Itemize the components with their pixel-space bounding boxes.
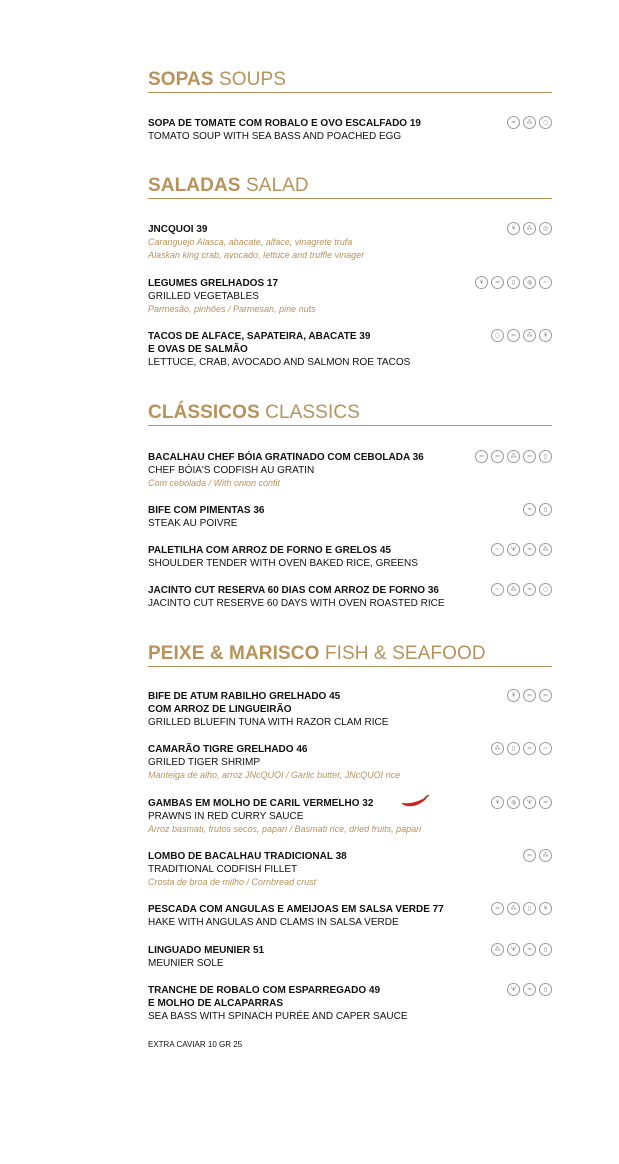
- sulphite-allergen-icon: ~: [539, 276, 552, 289]
- allergen-icons: [491, 543, 552, 556]
- item-name-en: HAKE WITH ANGULAS AND CLAMS IN SALSA VERDE: [148, 917, 399, 928]
- menu-item: [148, 277, 552, 316]
- crustacean-allergen-icon: ¥: [475, 276, 488, 289]
- egg-allergen-icon: ○: [491, 329, 504, 342]
- item-name-pt: TACOS DE ALFACE, SAPATEIRA, ABACATE 39: [148, 331, 371, 342]
- section-title-pt: SOPAS: [148, 69, 214, 90]
- section-classics: [148, 403, 552, 426]
- section-title-en: SOUPS: [219, 69, 287, 90]
- item-note: Com cebolada / With onion confit: [148, 478, 280, 488]
- item-name-en: SEA BASS WITH SPINACH PURÉE AND CAPER SAUCE: [148, 1011, 408, 1022]
- allergen-icons: [523, 849, 552, 862]
- milk-allergen-icon: ▯: [507, 742, 520, 755]
- section-title-pt: CLÁSSICOS: [148, 402, 260, 423]
- item-name-pt: LEGUMES GRELHADOS 17: [148, 278, 279, 289]
- egg-allergen-icon: ○: [539, 116, 552, 129]
- item-name-pt-line2: E OVAS DE SALMÃO: [148, 344, 248, 355]
- item-name-pt: SOPA DE TOMATE COM ROBALO E OVO ESCALFADO 19: [148, 118, 421, 129]
- section-header: [148, 403, 552, 426]
- section-title-en: SALAD: [245, 175, 309, 196]
- crustacean-allergen-icon: ¥: [539, 902, 552, 915]
- allergen-icons: [507, 116, 552, 129]
- item-name-pt: PALETILHA COM ARROZ DE FORNO E GRELOS 45: [148, 545, 391, 556]
- gluten-allergen-icon: ⁂: [539, 543, 552, 556]
- section-title: [148, 176, 552, 196]
- allergen-icons: [507, 689, 552, 702]
- menu-item: [148, 223, 552, 262]
- item-name-pt: BIFE COM PIMENTAS 36: [148, 505, 265, 516]
- fish-allergen-icon: ≈: [523, 983, 536, 996]
- fish-allergen-icon: ≈: [491, 450, 504, 463]
- item-name-pt-line2: E MOLHO DE ALCAPARRAS: [148, 998, 283, 1009]
- allergen-icons: [491, 583, 552, 596]
- gluten-allergen-icon: ⁂: [523, 222, 536, 235]
- gluten-allergen-icon: ⁂: [491, 742, 504, 755]
- mustard-allergen-icon: ◎: [539, 222, 552, 235]
- item-name-en: GRILLED VEGETABLES: [148, 291, 259, 302]
- item-name-pt: LINGUADO MEUNIER 51: [148, 945, 265, 956]
- item-name-pt: BIFE DE ATUM RABILHO GRELHADO 45: [148, 691, 341, 702]
- sulphite-allergen-icon: ~: [491, 543, 504, 556]
- sulphite-allergen-icon: ~: [491, 583, 504, 596]
- item-name-pt: JACINTO CUT RESERVA 60 DIAS COM ARROZ DE FORNO 36: [148, 585, 439, 596]
- crustacean-allergen-icon: ¥: [507, 222, 520, 235]
- section-title-pt: PEIXE & MARISCO: [148, 643, 320, 664]
- item-name-pt: JNCQUOI 39: [148, 224, 208, 235]
- item-note: Crosta de broa de milho / Cornbread crust: [148, 877, 317, 887]
- nuts-allergen-icon: ◍: [507, 796, 520, 809]
- section-title-pt: SALADAS: [148, 175, 241, 196]
- allergen-icons: [491, 902, 552, 915]
- fish-allergen-icon: ≈: [507, 329, 520, 342]
- allergen-icons: [475, 450, 552, 463]
- allergen-icons: [491, 943, 552, 956]
- nuts-allergen-icon: ◍: [523, 276, 536, 289]
- fish-allergen-icon: ≈: [491, 902, 504, 915]
- item-name-pt-line2: COM ARROZ DE LINGUEIRÃO: [148, 704, 292, 715]
- chili-pepper-icon: [400, 795, 430, 809]
- gluten-allergen-icon: ⁂: [523, 116, 536, 129]
- fish-allergen-icon: ≈: [523, 503, 536, 516]
- fish-allergen-icon: ≈: [523, 943, 536, 956]
- allergen-icons: [507, 983, 552, 996]
- section-header: [148, 176, 552, 199]
- milk-allergen-icon: ▯: [539, 983, 552, 996]
- menu-item: [148, 690, 552, 729]
- fish-allergen-icon: ≈: [523, 849, 536, 862]
- menu-item: [148, 504, 552, 530]
- section-header: [148, 644, 552, 667]
- fish-allergen-icon: ≈: [475, 450, 488, 463]
- item-name-en: MEUNIER SOLE: [148, 958, 224, 969]
- menu-item: [148, 743, 552, 782]
- item-note: Manteiga de alho, arroz JNcQUOI / Garlic butter, JNcQUOI rice: [148, 770, 401, 780]
- item-note: Caranguejo Alasca, abacate, alface, vinagrete trufa: [148, 237, 353, 247]
- crustacean-allergen-icon: ¥: [491, 796, 504, 809]
- item-name-pt: PESCADA COM ANGULAS E AMEIJOAS EM SALSA VERDE 77: [148, 904, 444, 915]
- item-name-en: GRILED TIGER SHRIMP: [148, 757, 261, 768]
- gluten-allergen-icon: ⁂: [507, 902, 520, 915]
- fish-allergen-icon: ≈: [523, 543, 536, 556]
- section-fish-seafood: [148, 644, 552, 667]
- fish-allergen-icon: ≈: [523, 583, 536, 596]
- fish-allergen-icon: ≈: [523, 742, 536, 755]
- gluten-allergen-icon: ⁂: [507, 583, 520, 596]
- menu-item: [148, 944, 552, 970]
- item-name-en: TRADITIONAL CODFISH FILLET: [148, 864, 298, 875]
- menu-item: [148, 984, 552, 1023]
- fish-allergen-icon: ≈: [539, 689, 552, 702]
- egg-allergen-icon: ○: [539, 583, 552, 596]
- item-name-pt: GAMBAS EM MOLHO DE CARIL VERMELHO 32: [148, 798, 374, 809]
- extra-caviar-note: EXTRA CAVIAR 10 GR 25: [148, 1040, 243, 1049]
- fish-allergen-icon: ≈: [523, 689, 536, 702]
- menu-item: [148, 117, 552, 143]
- allergen-icons: [491, 796, 552, 809]
- allergen-icons: [491, 329, 552, 342]
- allergen-icons: [507, 222, 552, 235]
- fish-allergen-icon: ≈: [507, 116, 520, 129]
- celery-allergen-icon: Ψ: [507, 943, 520, 956]
- item-name-en: JACINTO CUT RESERVE 60 DAYS WITH OVEN ROASTED RICE: [148, 598, 445, 609]
- item-name-en: STEAK AU POIVRE: [148, 518, 238, 529]
- menu-item: [148, 903, 552, 929]
- section-title: [148, 70, 552, 90]
- milk-allergen-icon: ▯: [539, 943, 552, 956]
- crustacean-allergen-icon: ¥: [507, 689, 520, 702]
- fish-allergen-icon: ≈: [539, 796, 552, 809]
- item-note: Arroz basmati, frutos secos, papari / Basmati rice, dried fruits, papari: [148, 824, 422, 834]
- menu-item: [148, 797, 552, 836]
- menu-item: [148, 330, 552, 369]
- gluten-allergen-icon: ⁂: [491, 943, 504, 956]
- gluten-allergen-icon: ⁂: [507, 450, 520, 463]
- section-title: [148, 403, 552, 423]
- item-name-pt: BACALHAU CHEF BÓIA GRATINADO COM CEBOLADA 36: [148, 452, 424, 463]
- allergen-icons: [523, 503, 552, 516]
- item-name-en: SHOULDER TENDER WITH OVEN BAKED RICE, GREENS: [148, 558, 418, 569]
- section-title: [148, 644, 552, 664]
- item-name-pt: TRANCHE DE ROBALO COM ESPARREGADO 49: [148, 985, 381, 996]
- section-salad: [148, 176, 552, 199]
- celery-allergen-icon: Ψ: [507, 983, 520, 996]
- item-name-en: LETTUCE, CRAB, AVOCADO AND SALMON ROE TACOS: [148, 357, 411, 368]
- milk-allergen-icon: ▯: [539, 503, 552, 516]
- item-name-en: CHEF BÓIA'S CODFISH AU GRATIN: [148, 465, 315, 476]
- celery-allergen-icon: Ψ: [523, 796, 536, 809]
- item-name-pt: LOMBO DE BACALHAU TRADICIONAL 38: [148, 851, 347, 862]
- sulphite-allergen-icon: ~: [539, 742, 552, 755]
- item-name-en: PRAWNS IN RED CURRY SAUCE: [148, 811, 304, 822]
- allergen-icons: [475, 276, 552, 289]
- section-title-en: FISH & SEAFOOD: [324, 643, 486, 664]
- menu-item: [148, 584, 552, 610]
- allergen-icons: [491, 742, 552, 755]
- item-name-en: TOMATO SOUP WITH SEA BASS AND POACHED EGG: [148, 131, 402, 142]
- celery-allergen-icon: Ψ: [507, 543, 520, 556]
- milk-allergen-icon: ▯: [539, 450, 552, 463]
- fish-allergen-icon: ≈: [491, 276, 504, 289]
- gluten-allergen-icon: ⁂: [539, 849, 552, 862]
- item-note: Alaskan king crab, avocado, lettuce and truffle vinager: [148, 250, 365, 260]
- section-soups: [148, 70, 552, 93]
- gluten-allergen-icon: ⁂: [523, 329, 536, 342]
- section-header: [148, 70, 552, 93]
- item-note: Parmesão, pinhões / Parmesan, pine nuts: [148, 304, 316, 314]
- menu-item: [148, 544, 552, 570]
- milk-allergen-icon: ▯: [507, 276, 520, 289]
- fish-allergen-icon: ≈: [523, 450, 536, 463]
- menu-item: [148, 850, 552, 889]
- menu-item: [148, 451, 552, 490]
- item-name-pt: CAMARÃO TIGRE GRELHADO 46: [148, 744, 308, 755]
- section-title-en: CLASSICS: [265, 402, 360, 423]
- milk-allergen-icon: ▯: [523, 902, 536, 915]
- crustacean-allergen-icon: ¥: [539, 329, 552, 342]
- item-name-en: GRILLED BLUEFIN TUNA WITH RAZOR CLAM RICE: [148, 717, 389, 728]
